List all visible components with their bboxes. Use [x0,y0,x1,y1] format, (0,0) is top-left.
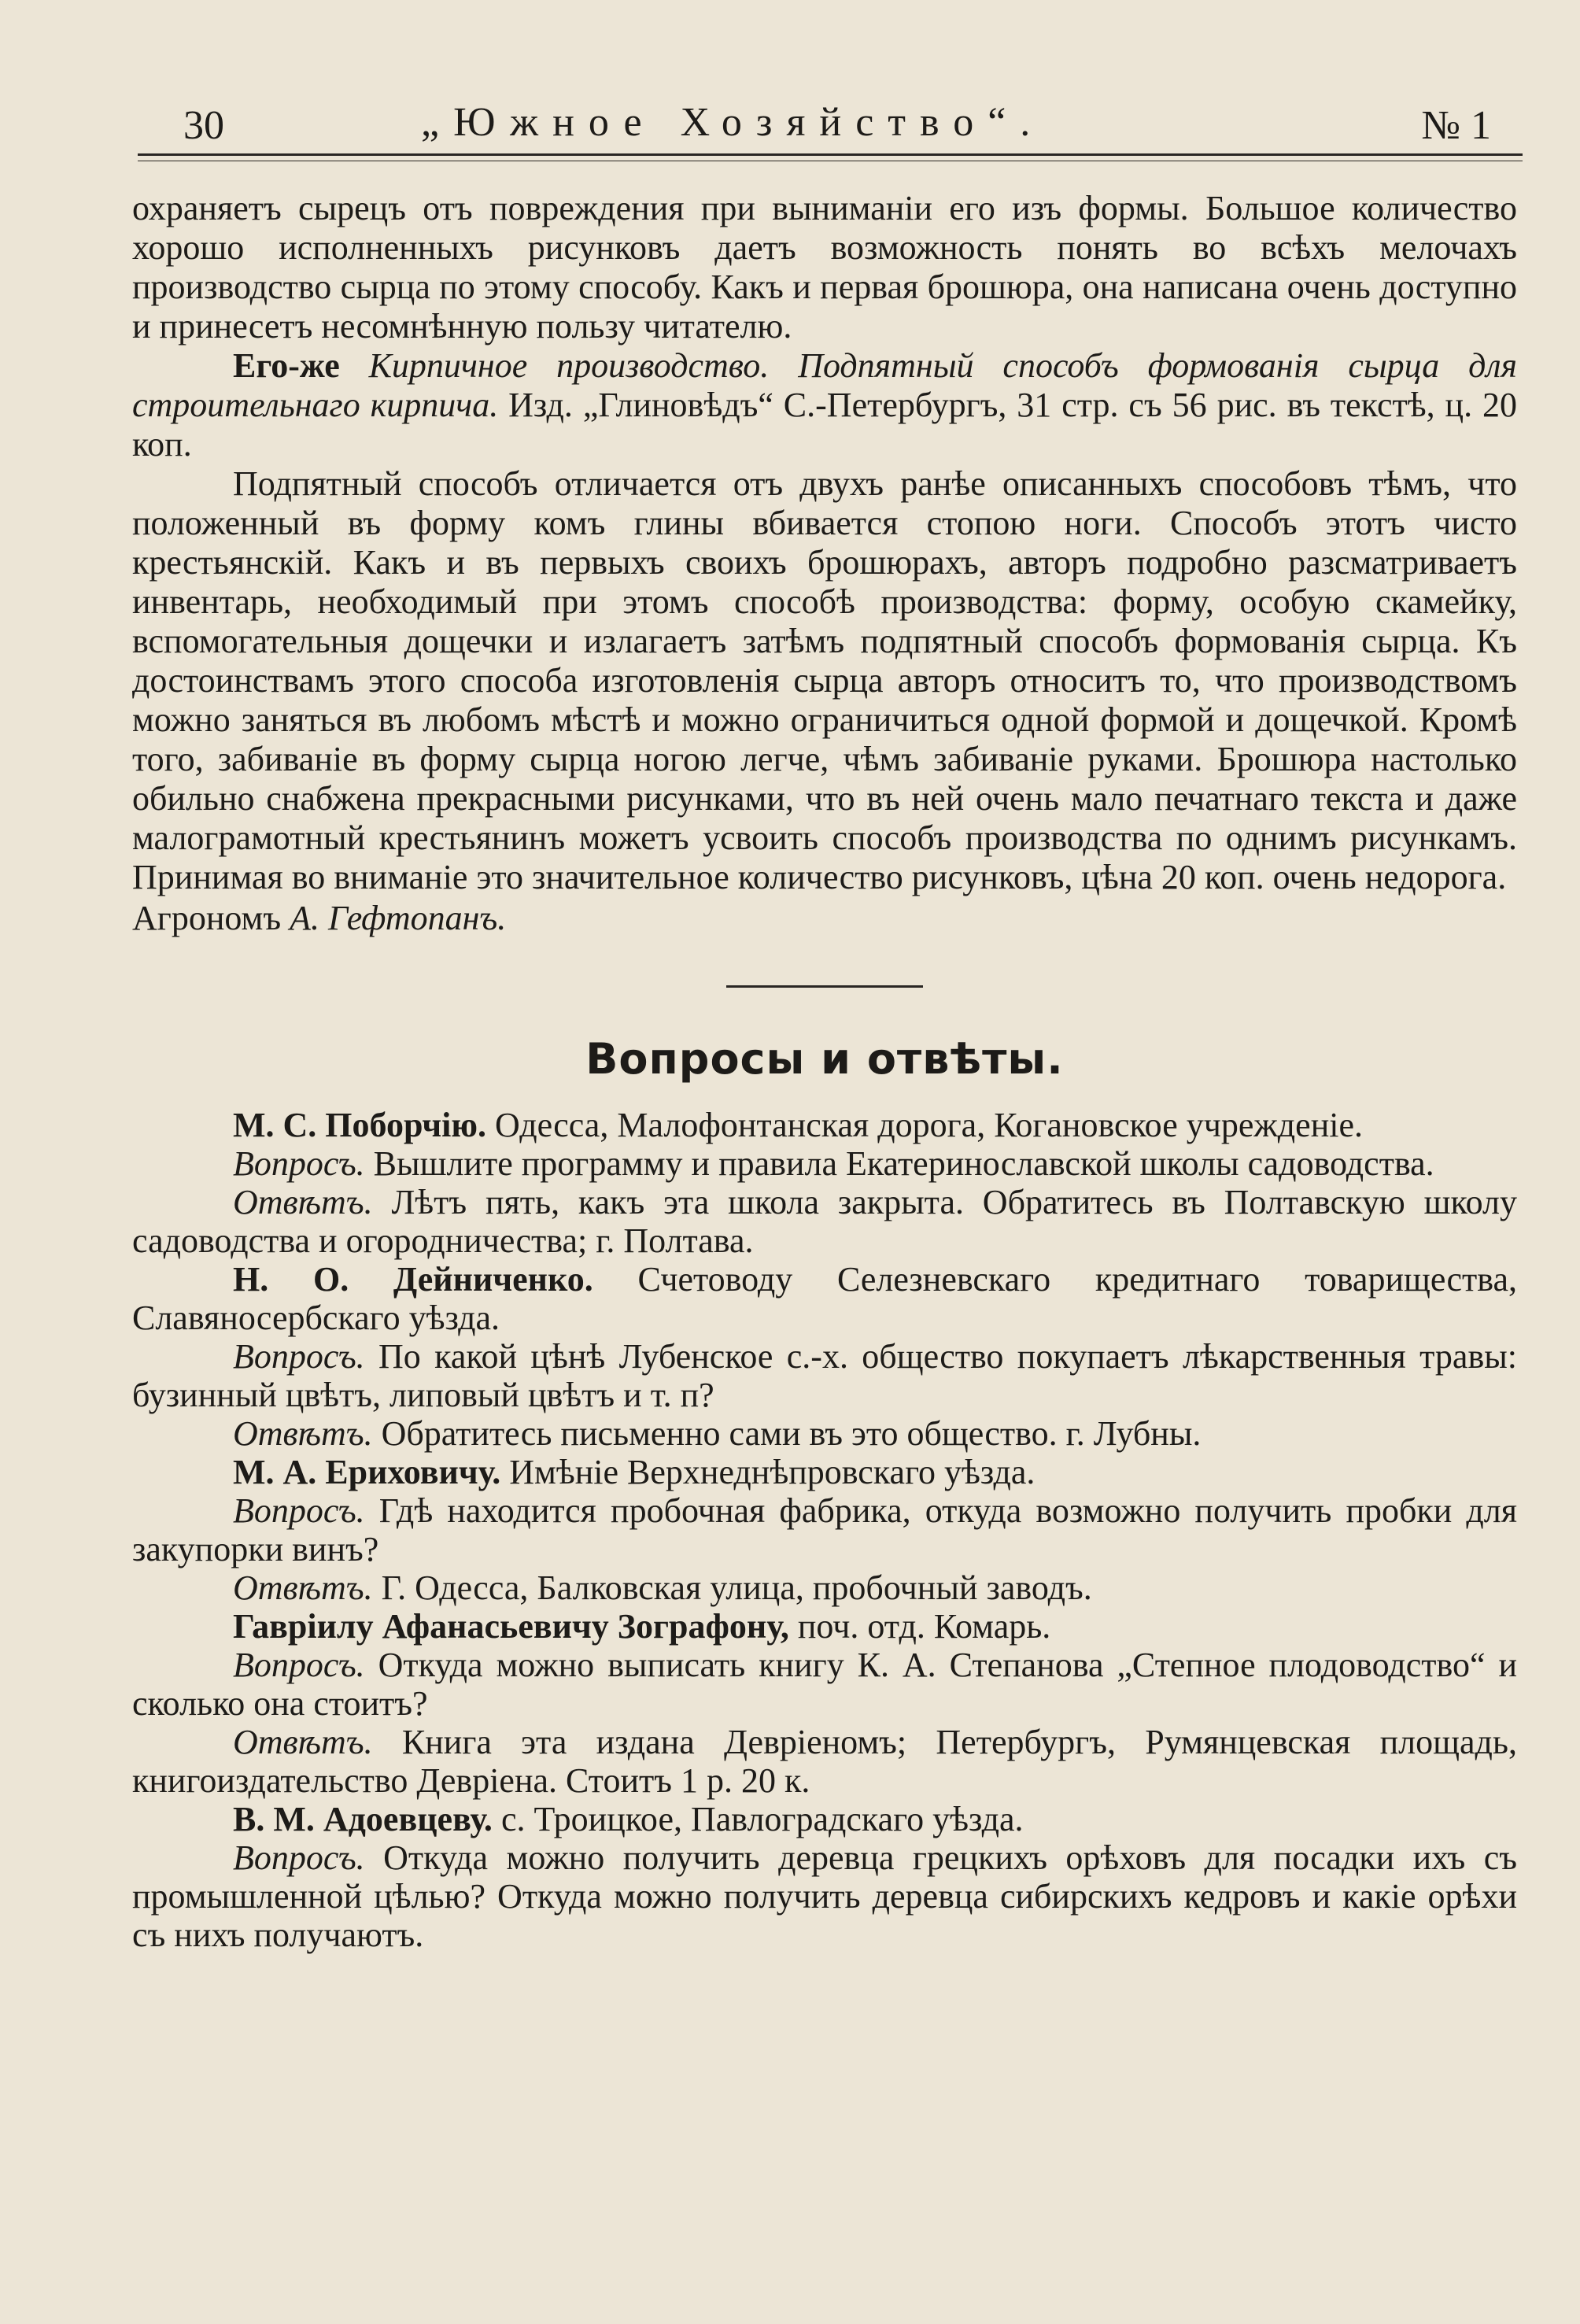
header-rule [138,153,1523,156]
journal-title: „Южное Хозяйство“. [421,100,1045,145]
qa-addressee: В. М. Адоевцеву. с. Троицкое, Павлоградскаго уѣзда. [233,1800,1024,1838]
book-title: Кирпичное производство. Подпятный способъ формованія сырца для строительнаго кирпича. [132,346,1517,424]
qa-question: Вопросъ. Откуда можно выписать книгу К. А. Степанова „Степное плодоводство“ и сколько она стоитъ? [132,1646,1517,1723]
qa-section [132,1106,1517,1954]
qa-addressee: Н. О. Дейниченко. Счетоводу Селезневскаго кредитнаго товарищества, Славяносербскаго уѣзда. [132,1260,1517,1337]
qa-question: Вопросъ. По какой цѣнѣ Лубенское с.-х. общество покупаетъ лѣкарственныя травы: бузинный цвѣтъ, липовый цвѣтъ и т. п? [132,1337,1518,1414]
qa-addressee: Гавріилу Афанасьевичу Зографону, поч. отд. Комарь. [233,1607,1051,1646]
book-publication: Изд. „Глиновѣдъ“ С.-Петербургъ, 31 стр. съ 56 рис. въ текстѣ, ц. 20 коп. [132,386,1518,464]
page-body [132,189,1517,1954]
signature-name: А. Гефтопанъ. [290,899,507,937]
qa-answer: Отвѣтъ. Книга эта издана Девріеномъ; Петербургъ, Румянцевская площадь, книгоиздательство Девріена. Стоитъ 1 р. 20 к. [132,1723,1517,1800]
page-header [138,94,1523,150]
section-separator [726,985,923,988]
review-signature [132,899,1517,938]
review-paragraph-2 [132,346,1517,464]
qa-answer: Отвѣтъ. Г. Одесса, Балковская улица, пробочный заводъ. [233,1568,1092,1607]
qa-addressee: М. А. Ериховичу. Имѣніе Верхнеднѣпровскаго уѣзда. [233,1453,1035,1491]
book-author: Его-же [233,346,340,385]
qa-question: Вопросъ. Гдѣ находится пробочная фабрика, откуда возможно получить пробки для закупорки винъ? [132,1491,1518,1568]
issue-number: № 1 [1421,103,1491,148]
review-paragraph-3: Подпятный способъ отличается отъ двухъ ранѣе описанныхъ способовъ тѣмъ, что положенный въ форму комъ глины вбивается стопою ноги. Способъ этотъ чисто крестьянскій. Какъ и въ первыхъ своихъ брошюрахъ, авторъ подробно разсматриваетъ инвентарь, необходимый при этомъ способѣ производства: форму, особую скамейку, вспомогательныя дощечки и излагаетъ затѣмъ подпятный способъ формованія сырца. Къ достоинствамъ этого способа изготовленія сырца авторъ относитъ то, что производствомъ можно заняться въ любомъ мѣстѣ и можно ограничиться одной формой и дощечкой. Кромѣ того, забиваніе въ форму сырца ногою легче, чѣмъ забиваніе руками. Брошюра настолько обильно снабжена прекрасными рисунками, что въ ней очень мало печатнаго текста и даже малограмотный крестьянинъ можетъ усвоить способъ производства по однимъ рисункамъ. Принимая во вниманіе это значительное количество рисунковъ, цѣна 20 коп. очень недорога. [132,464,1517,896]
qa-answer: Отвѣтъ. Лѣтъ пять, какъ эта школа закрыта. Обратитесь въ Полтавскую школу садоводства и огородничества; г. Полтава. [132,1183,1517,1260]
signature-role: Агрономъ [132,899,282,937]
review-paragraph-1: охраняетъ сырецъ отъ повреждения при выниманіи его изъ формы. Большое количество хорошо исполненныхъ рисунковъ даетъ возможность понять во всѣхъ мелочахъ производство сырца по этому способу. Какъ и первая брошюра, она написана очень доступно и принесетъ несомнѣнную пользу читателю. [132,189,1517,345]
qa-question: Вопросъ. Вышлите программу и правила Екатеринославской школы садоводства. [233,1144,1434,1183]
qa-question: Вопросъ. Откуда можно получить деревца грецкихъ орѣховъ для посадки ихъ съ промышленной цѣлью? Откуда можно получить деревца сибирскихъ кедровъ и какіе орѣхи съ нихъ получаютъ. [132,1838,1518,1954]
page-number: 30 [183,103,224,148]
section-heading: Вопросы и отвѣты. [585,1034,1064,1084]
qa-addressee: М. С. Поборчію. Одесса, Малофонтанская дорога, Когановское учрежденіе. [233,1106,1364,1144]
qa-answer: Отвѣтъ. Обратитесь письменно сами въ это общество. г. Лубны. [233,1414,1202,1453]
